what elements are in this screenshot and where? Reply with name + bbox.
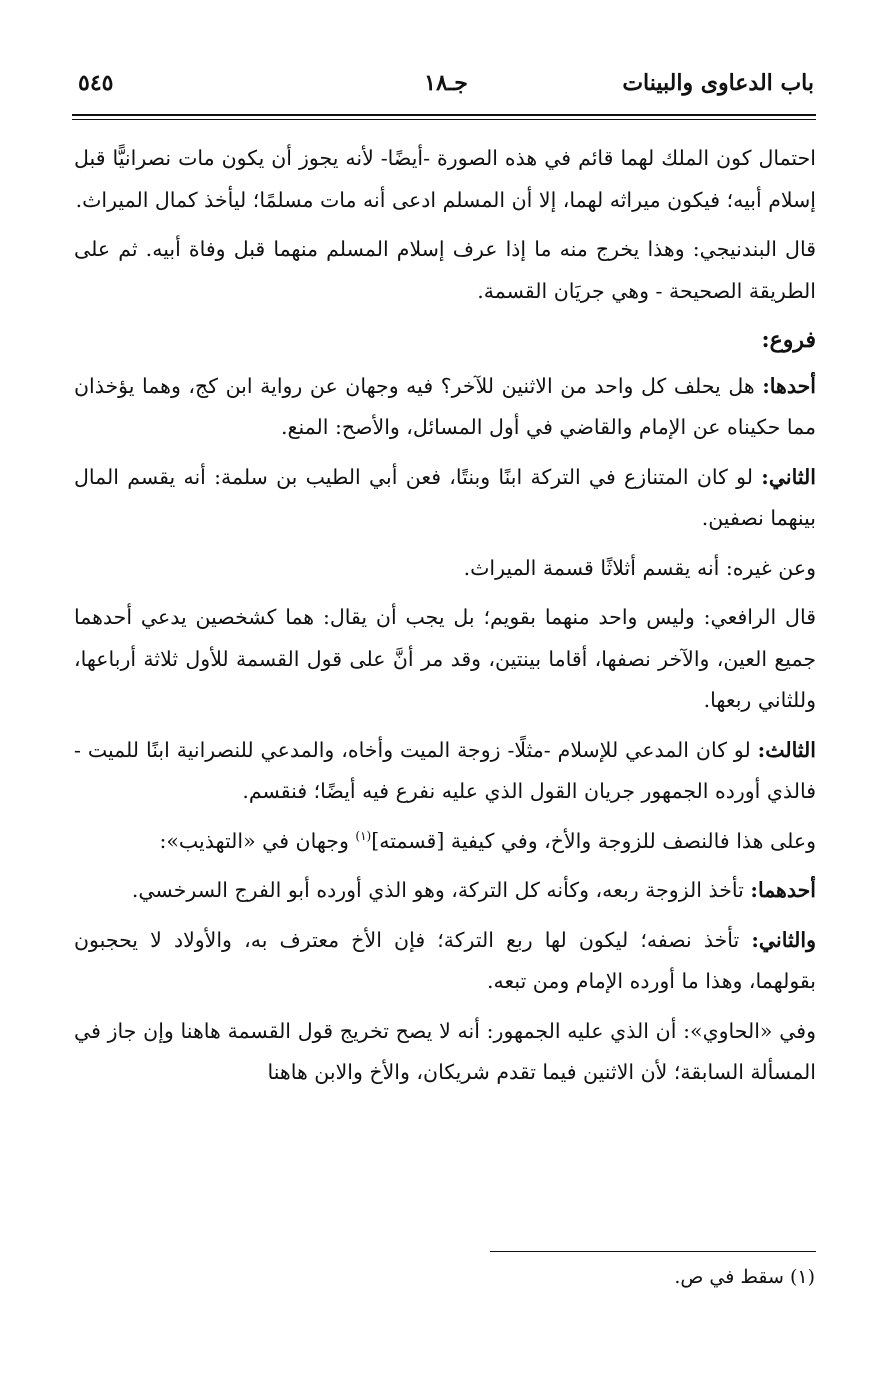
- paragraph: [74, 366, 816, 449]
- footnote-separator: [490, 1251, 816, 1252]
- section-heading: [74, 320, 816, 362]
- paragraph-lead: أحدهما:: [750, 878, 816, 902]
- header-rule-thin: [72, 119, 816, 120]
- paragraph: [74, 229, 816, 312]
- paragraph: [74, 548, 816, 590]
- paragraph-text: قال الرافعي: وليس واحد منهما بقويم؛ بل يجب أن يقال: هما كشخصين يدعي أحدهما جميع العين، والآخر نصفها، أقاما بينتين، وقد مر أنَّ على قول القسمة للأول ثلاثة أرباعها، وللثاني ربعها.: [74, 605, 816, 712]
- paragraph-lead: أحدها:: [762, 373, 816, 398]
- paragraph: [74, 821, 816, 863]
- paragraph-lead: الثاني:: [761, 464, 816, 489]
- footnote-marker: (١): [355, 828, 372, 843]
- paragraph-text: لو كان المتنازع في التركة ابنًا وبنتًا، فعن أبي الطيب بن سلمة: أنه يقسم المال بينهما نصفين.: [74, 464, 816, 530]
- paragraph-text: احتمال كون الملك لهما قائم في هذه الصورة -أيضًا- لأنه يجوز أن يكون مات نصرانيًّا قبل إسلام أبيه؛ فيكون ميراثه لهما، إلا أن المسلم ادعى أنه مات مسلمًا؛ ليأخذ كمال الميراث.: [74, 146, 816, 212]
- paragraph-text: وعن غيره: أنه يقسم أثلاثًا قسمة الميراث.: [463, 555, 816, 580]
- paragraph: [74, 597, 816, 722]
- paragraph-text: تأخذ الزوجة ربعه، وكأنه كل التركة، وهو الذي أورده أبو الفرج السرخسي.: [131, 878, 751, 902]
- paragraph-lead: والثاني:: [751, 927, 816, 952]
- paragraph: [74, 730, 816, 813]
- heading-text: فروع:: [761, 327, 816, 353]
- main-text: [74, 138, 816, 1102]
- chapter-title: باب الدعاوى والبينات: [622, 70, 814, 96]
- paragraph-text: هل يحلف كل واحد من الاثنين للآخر؟ فيه وجهان عن رواية ابن كج، وهما يؤخذان مما حكيناه عن الإمام والقاضي في أول المسائل، والأصح: المنع.: [74, 373, 816, 439]
- paragraph: [74, 920, 816, 1003]
- paragraph-text: تأخذ نصفه؛ ليكون لها ربع التركة؛ فإن الأخ معترف به، والأولاد لا يحجبون بقولهما، وهذا ما أورده الإمام ومن تبعه.: [74, 927, 816, 993]
- paragraph: [74, 870, 816, 912]
- paragraph: [74, 138, 816, 221]
- paragraph-lead: الثالث:: [757, 737, 816, 762]
- footnote: (١) سقط في ص.: [674, 1266, 815, 1288]
- page-number: ٥٤٥: [78, 70, 114, 96]
- paragraph-text: وفي «الحاوي»: أن الذي عليه الجمهور: أنه لا يصح تخريج قول القسمة هاهنا وإن جاز في المسألة السابقة؛ لأن الاثنين فيما تقدم شريكان، والأخ والابن هاهنا: [74, 1018, 816, 1084]
- header-rule: [72, 114, 816, 116]
- paragraph-text: وعلى هذا فالنصف للزوجة والأخ، وفي كيفية [قسمته]: [371, 828, 816, 853]
- paragraph-text: وجهان في «التهذيب»:: [159, 828, 356, 853]
- paragraph-text: قال البندنيجي: وهذا يخرج منه ما إذا عرف إسلام المسلم منهما قبل وفاة أبيه. ثم على الطريقة الصحيحة - وهي جريَان القسمة.: [74, 237, 816, 303]
- paragraph: [74, 457, 816, 540]
- paragraph-text: لو كان المدعي للإسلام -مثلًا- زوجة الميت وأخاه، والمدعي للنصرانية ابنًا للميت - فالذي أورده الجمهور جريان القول الذي عليه نفرع فيه أيضًا؛ فنقسم.: [74, 737, 816, 803]
- running-header: [78, 70, 814, 110]
- volume-number: جـ١٨: [424, 70, 468, 96]
- paragraph: [74, 1011, 816, 1094]
